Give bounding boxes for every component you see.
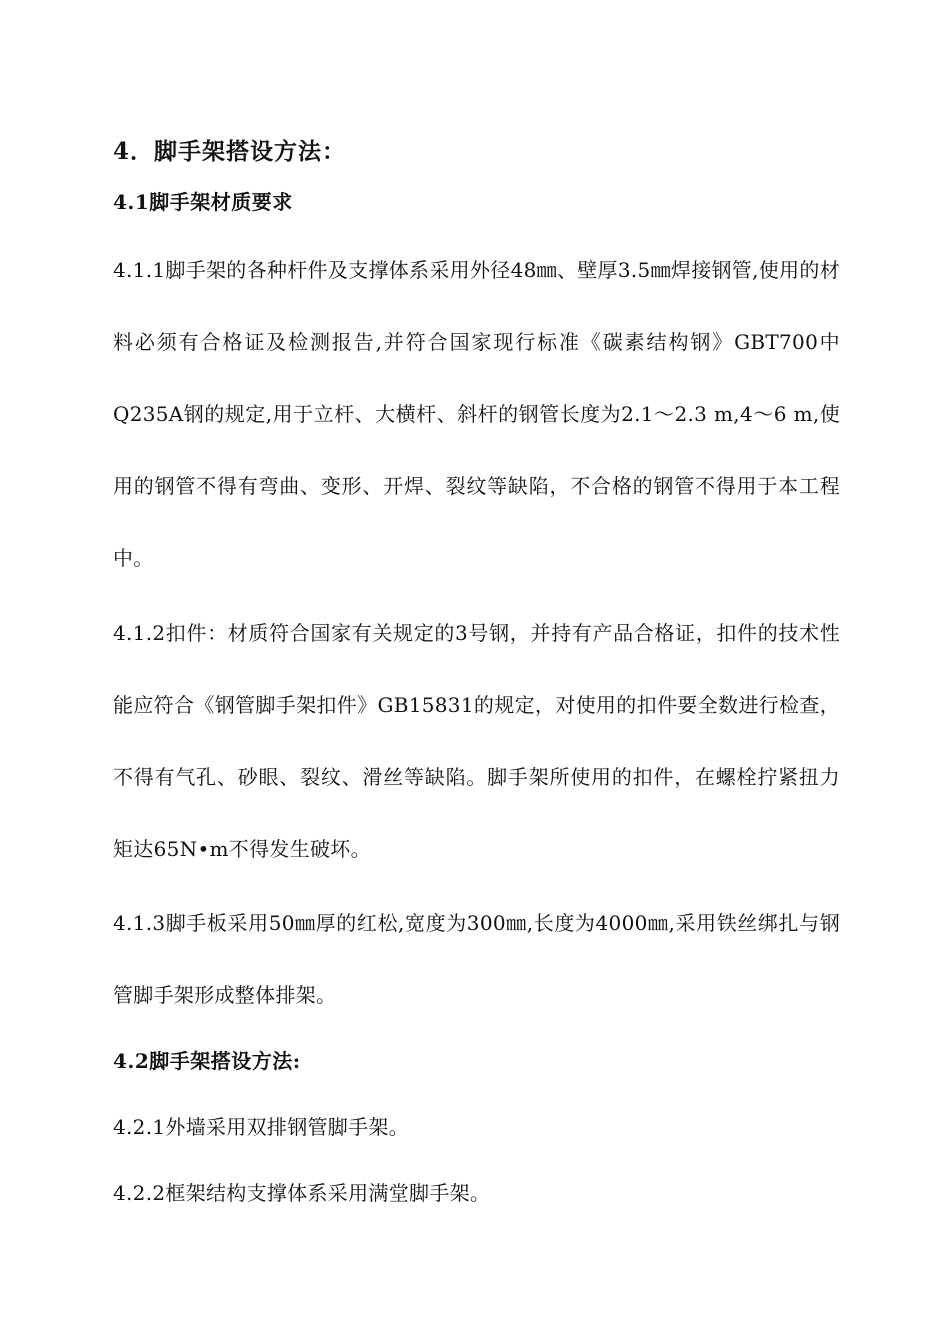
paragraph-4-2-2: 4.2.2框架结构支撑体系采用满堂脚手架。: [113, 1181, 491, 1205]
paragraph-4-1-1: 4.1.1脚手架的各种杆件及支撑体系采用外径48㎜、壁厚3.5㎜焊接钢管,使用的材料必须有合格证及检测报告,并符合国家现行标准《碳素结构钢》GBT700中Q235A钢的规定,用于立杆、大横杆、斜杆的钢管长度为2.1～2.3 m,4～6 m,使用的钢管不得有弯曲、变形、开焊、裂纹等缺陷，不合格的钢管不得用于本工程中。: [113, 258, 840, 570]
section-4-2-heading: 4.2脚手架搭设方法:: [113, 1049, 301, 1073]
main-heading: 4．脚手架搭设方法：: [113, 138, 347, 165]
paragraph-4-2-1: 4.2.1外墙采用双排钢管脚手架。: [113, 1115, 409, 1139]
paragraph-4-1-2: 4.1.2扣件：材质符合国家有关规定的3号钢，并持有产品合格证，扣件的技术性能应符合《钢管脚手架扣件》GB15831的规定，对使用的扣件要全数进行检查，不得有气孔、砂眼、裂纹、滑丝等缺陷。脚手架所使用的扣件，在螺栓拧紧扭力矩达65N•m不得发生破坏。: [113, 621, 840, 861]
paragraph-4-1-3: 4.1.3脚手板采用50㎜厚的红松,宽度为300㎜,长度为4000㎜,采用铁丝绑扎与钢管脚手架形成整体排架。: [113, 911, 840, 1007]
section-4-1-heading: 4.1脚手架材质要求: [113, 190, 293, 214]
